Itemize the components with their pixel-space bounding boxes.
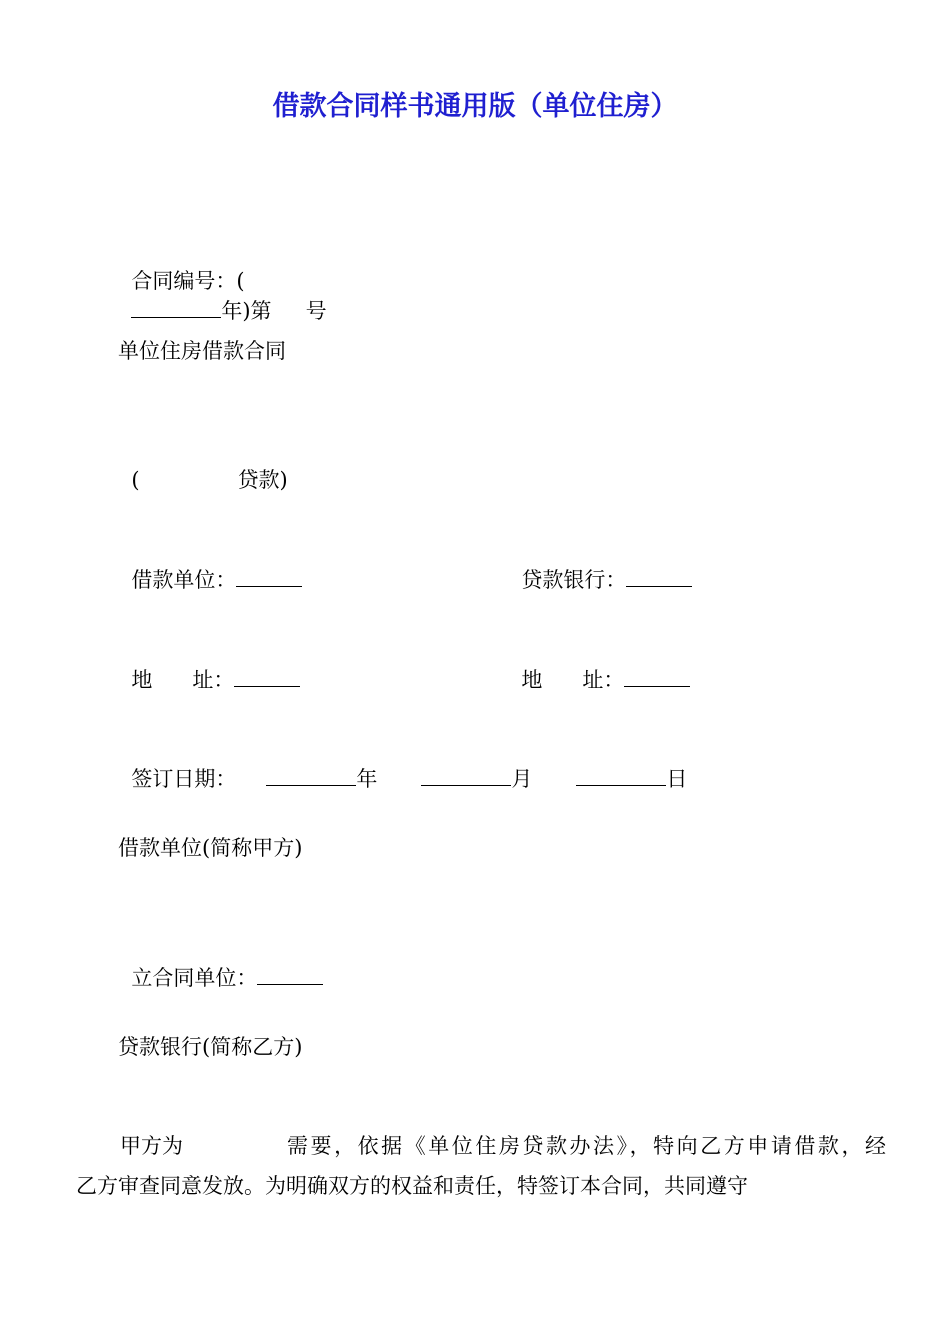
body-line-1 <box>76 1132 886 1161</box>
lender-address-line <box>508 635 690 695</box>
lender-address-blank[interactable] <box>624 666 690 687</box>
sign-month-blank[interactable] <box>421 765 511 786</box>
borrower-line <box>118 535 302 595</box>
body-line-1-rest: 需要，依据《单位住房贷款办法》，特向乙方申请借款，经 <box>287 1134 886 1158</box>
borrower-address-label: 地 址： <box>131 668 235 692</box>
body-line-1-start: 甲方为 <box>120 1134 183 1158</box>
party-a-unit-line <box>118 933 323 993</box>
loan-type-open: ( <box>131 468 140 492</box>
body-paragraph <box>76 1132 886 1201</box>
lender-address-label: 地 址： <box>521 668 625 692</box>
contract-number-line <box>118 236 327 326</box>
lender-label: 贷款银行： <box>521 568 627 592</box>
party-b-heading: 贷款银行(简称乙方) <box>118 1035 303 1059</box>
document-title: 借款合同样书通用版（单位住房） <box>272 91 678 122</box>
sign-year-label: 年 <box>356 767 378 791</box>
party-a-unit-label: 立合同单位： <box>131 966 258 990</box>
contract-year-suffix: 年)第 <box>221 299 272 323</box>
borrower-address-line <box>118 635 300 695</box>
borrower-address-blank[interactable] <box>234 666 300 687</box>
contract-subtitle: 单位住房借款合同 <box>118 339 286 363</box>
contract-year-blank[interactable] <box>131 297 221 318</box>
loan-type-label: 贷款) <box>237 468 288 492</box>
borrower-label: 借款单位： <box>131 568 237 592</box>
sign-month-label: 月 <box>511 767 533 791</box>
sign-day-blank[interactable] <box>576 765 666 786</box>
sign-day-label: 日 <box>666 767 688 791</box>
party-a-heading: 借款单位(简称甲方) <box>118 836 303 860</box>
lender-line <box>508 535 692 595</box>
sign-date-label: 签订日期： <box>131 767 237 791</box>
lender-blank[interactable] <box>626 566 692 587</box>
body-line-2: 乙方审查同意发放。为明确双方的权益和责任，特签订本合同，共同遵守 <box>76 1174 748 1198</box>
borrower-blank[interactable] <box>236 566 302 587</box>
loan-type-line <box>118 435 288 495</box>
sign-year-blank[interactable] <box>266 765 356 786</box>
contract-number-label: 合同编号：( <box>131 269 245 293</box>
sign-date-line <box>118 734 687 794</box>
party-a-unit-blank[interactable] <box>257 964 323 985</box>
contract-no-suffix: 号 <box>305 299 327 323</box>
